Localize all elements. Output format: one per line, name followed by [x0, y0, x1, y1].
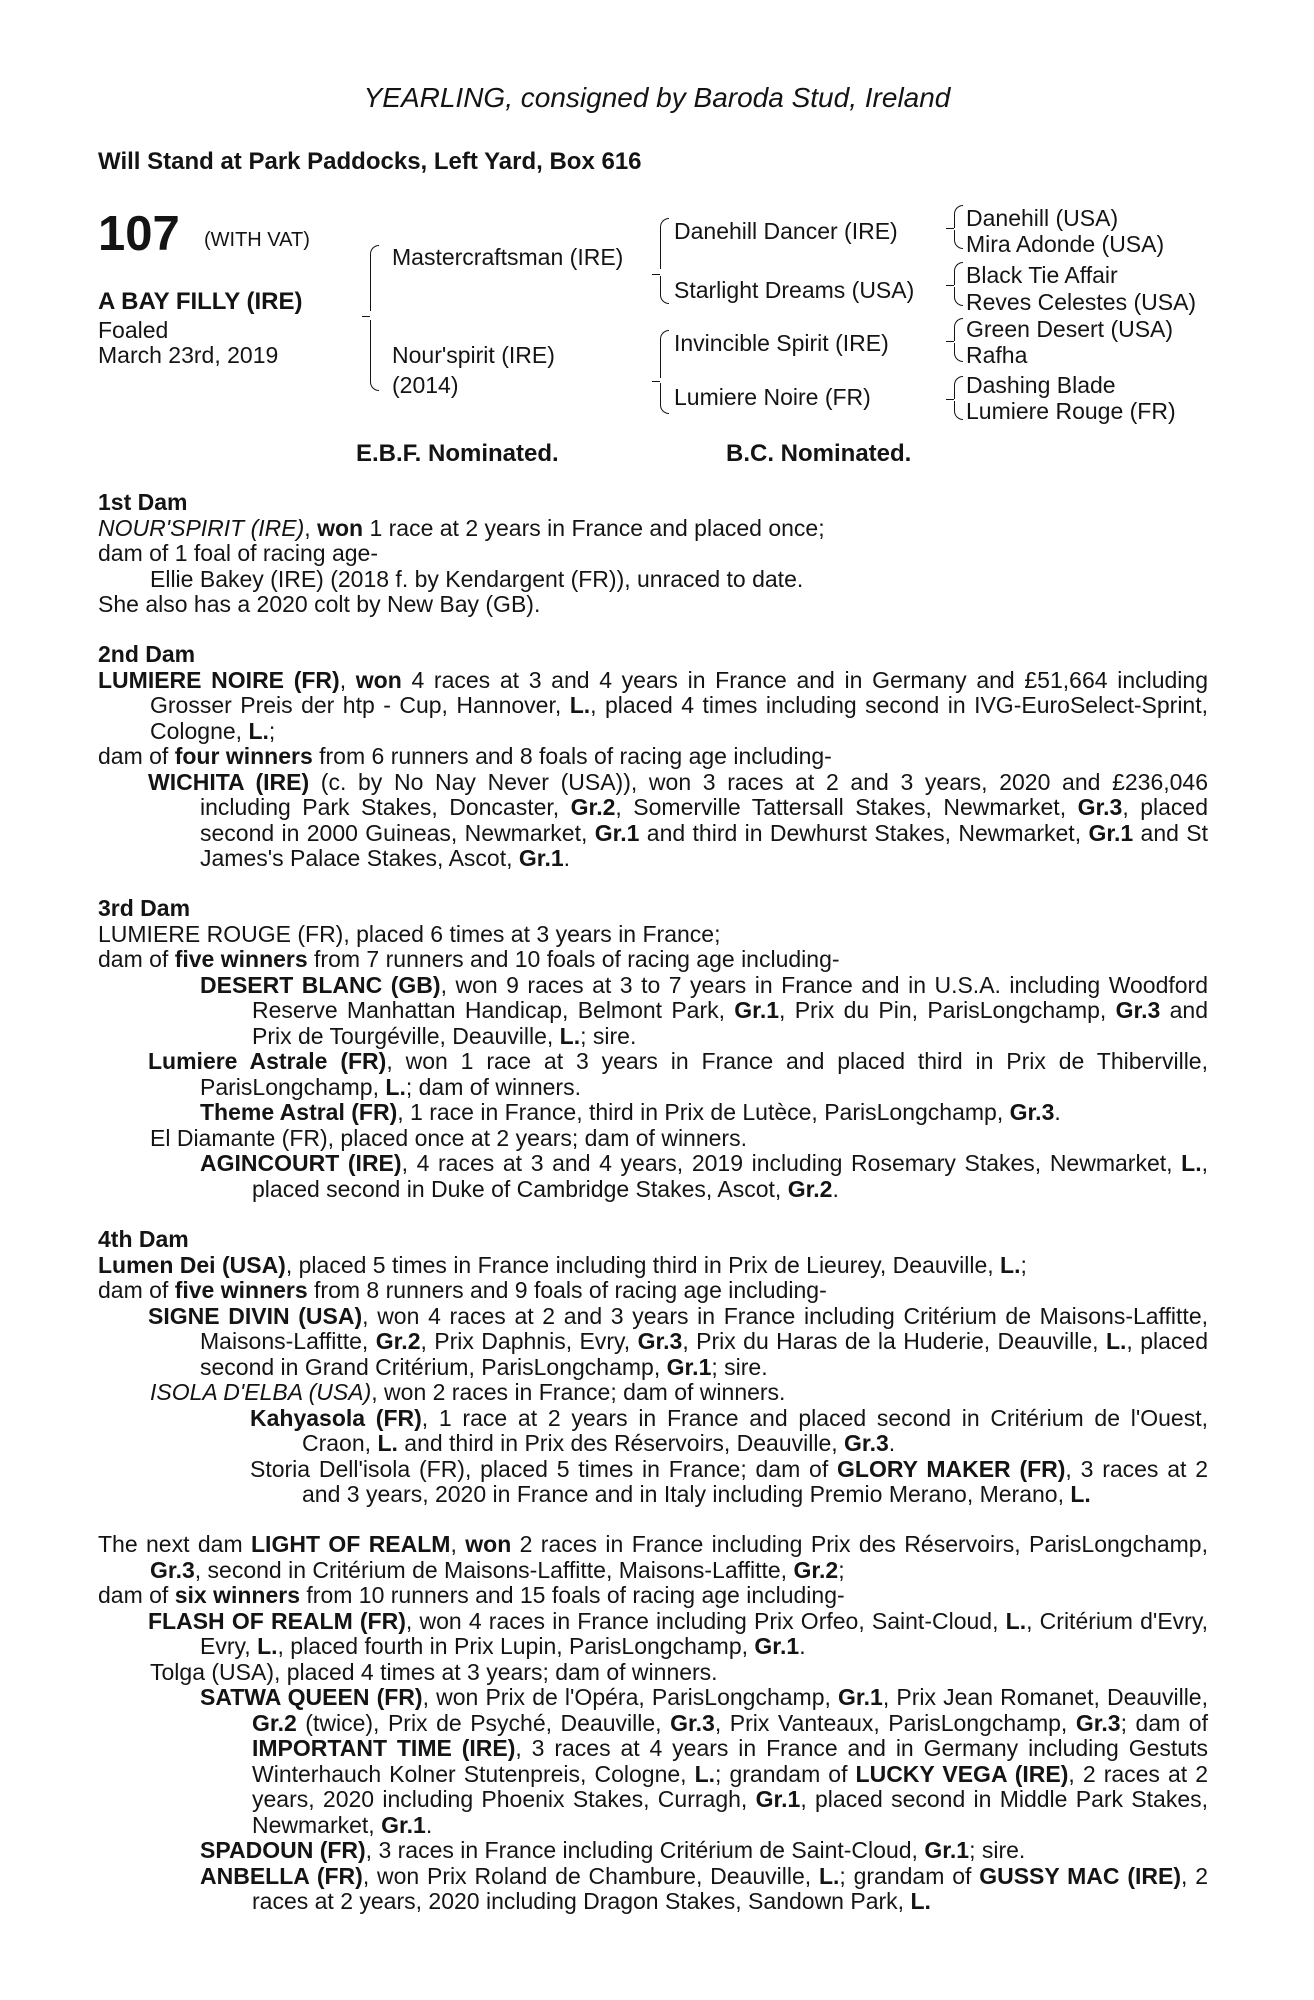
pedigree-sdd: Reves Celestes (USA) — [966, 289, 1197, 315]
third-dam-section — [98, 896, 1208, 1202]
next-dam-foal: Tolga (USA), placed 4 times at 3 years; dam of winners. — [150, 1658, 718, 1685]
third-dam-foal: DESERT BLANC (GB), won 9 races at 3 to 7 years in France and in U.S.A. including Woodford Reserve Manhattan Handicap, Belmont Park, Gr.1, Prix du Pin, ParisLongchamp, Gr.3 and Prix de Tourgéville, Deauville, L.; sire. — [200, 971, 1208, 1049]
fourth-dam-grandfoal: Storia Dell'isola (FR), placed 5 times in France; dam of GLORY MAKER (FR), 3 races at 2 and 3 years, 2020 in France and in Italy including Premio Merano, Merano, L. — [250, 1455, 1208, 1507]
foaled-label: Foaled — [98, 317, 169, 343]
fourth-dam-produce: dam of five winners from 8 runners and 9 foals of racing age including- — [98, 1277, 827, 1303]
first-dam-heading: 1st Dam — [98, 489, 188, 515]
pedigree-sss: Danehill (USA) — [966, 205, 1119, 231]
pedigree-dam-year: (2014) — [392, 372, 459, 398]
pedigree-sd: Starlight Dreams (USA) — [674, 277, 915, 303]
first-dam-line: dam of 1 foal of racing age- — [98, 540, 378, 566]
third-dam-grandfoal: AGINCOURT (IRE), 4 races at 3 and 4 years, 2019 including Rosemary Stakes, Newmarket, L., placed second in Duke of Cambridge Stakes, Ascot, Gr.2. — [200, 1150, 1208, 1202]
next-dam-foal: FLASH OF REALM (FR), won 4 races in France including Prix Orfeo, Saint-Cloud, L., Critérium d'Evry, Evry, L., placed fourth in Prix Lupin, ParisLongchamp, Gr.1. — [148, 1607, 1209, 1659]
fourth-dam-heading: 4th Dam — [98, 1226, 189, 1252]
pedigree-dss: Green Desert (USA) — [966, 316, 1174, 342]
pedigree-ddd: Lumiere Rouge (FR) — [966, 398, 1176, 424]
next-dam-text: The next dam LIGHT OF REALM, won 2 races in France including Prix des Réservoirs, ParisLongchamp, Gr.3, second in Critérium de Maisons-Laffitte, Maisons-Laffitte, Gr.2; — [98, 1531, 1208, 1583]
next-dam-grandfoal: ANBELLA (FR), won Prix Roland de Chambure, Deauville, L.; grandam of GUSSY MAC (IRE), 2 races at 2 years, 2020 including Dragon Stakes, Sandown Park, L. — [200, 1862, 1208, 1914]
fourth-dam-section — [98, 1227, 1208, 1508]
second-dam-foal: WICHITA (IRE) (c. by No Nay Never (USA)), won 3 races at 2 and 3 years, 2020 and £236,046 including Park Stakes, Doncaster, Gr.2, Somerville Tattersall Stakes, Newmarket, Gr.3, placed second in 2000 Guineas, Newmarket, Gr.1 and third in Dewhurst Stakes, Newmarket, Gr.1 and St James's Palace Stakes, Ascot, Gr.1. — [148, 768, 1209, 871]
second-dam-heading: 2nd Dam — [98, 641, 196, 667]
vat-note: (WITH VAT) — [204, 229, 310, 251]
fourth-dam-foal: ISOLA D'ELBA (USA), won 2 races in France; dam of winners. — [150, 1379, 786, 1405]
pedigree-ss: Danehill Dancer (IRE) — [674, 218, 898, 244]
fourth-dam-foal: SIGNE DIVIN (USA), won 4 races at 2 and 3 years in France including Critérium de Maisons-Laffitte, Maisons-Laffitte, Gr.2, Prix Daphnis, Evry, Gr.3, Prix du Haras de la Huderie, Deauville, L., placed second in Grand Critérium, ParisLongchamp, Gr.1; sire. — [148, 1302, 1208, 1380]
pedigree-sire: Mastercraftsman (IRE) — [392, 244, 624, 270]
second-dam-produce: dam of four winners from 6 runners and 8 foals of racing age including- — [98, 743, 832, 769]
second-dam-section — [98, 642, 1208, 872]
pedigree-dds: Dashing Blade — [966, 372, 1116, 398]
next-dam-section — [98, 1532, 1208, 1915]
first-dam-section — [98, 490, 1208, 618]
third-dam-produce: dam of five winners from 7 runners and 10 foals of racing age including- — [98, 946, 840, 972]
page-header: YEARLING, consigned by Baroda Stud, Ireland — [363, 82, 951, 113]
lot-number: 107 — [98, 207, 180, 261]
lot-description: A BAY FILLY (IRE) — [98, 288, 303, 315]
second-dam-text: LUMIERE NOIRE (FR), won 4 races at 3 and 4 years in France and in Germany and £51,664 including Grosser Preis der htp - Cup, Hannover, L., placed 4 times including second in IVG-EuroSelect-Sprint, Cologne, L.; — [98, 666, 1208, 744]
pedigree-dd: Lumiere Noire (FR) — [674, 384, 871, 410]
next-dam-grandfoal: SATWA QUEEN (FR), won Prix de l'Opéra, ParisLongchamp, Gr.1, Prix Jean Romanet, Deauville, Gr.2 (twice), Prix de Psyché, Deauville, Gr.3, Prix Vanteaux, ParisLongchamp, Gr.3; dam of IMPORTANT TIME (IRE), 3 races at 4 years in France and in Germany including Gestuts Winterhauch Kolner Stutenpreis, Cologne, L.; grandam of LUCKY VEGA (IRE), 2 races at 2 years, 2020 including Phoenix Stakes, Curragh, Gr.1, placed second in Middle Park Stakes, Newmarket, Gr.1. — [200, 1684, 1209, 1838]
ebf-nomination: E.B.F. Nominated. — [356, 440, 559, 467]
fourth-dam-text: Lumen Dei (USA), placed 5 times in France including third in Prix de Lieurey, Deauville, L.; — [98, 1251, 1027, 1278]
first-dam-line: She also has a 2020 colt by New Bay (GB). — [98, 591, 541, 617]
pedigree-dam: Nour'spirit (IRE) — [392, 342, 555, 368]
location-line: Will Stand at Park Paddocks, Left Yard, Box 616 — [98, 148, 642, 175]
third-dam-foal: Lumiere Astrale (FR), won 1 race at 3 years in France and placed third in Prix de Thiberville, ParisLongchamp, L.; dam of winners. — [148, 1048, 1208, 1100]
next-dam-grandfoal: SPADOUN (FR), 3 races in France including Critérium de Saint-Cloud, Gr.1; sire. — [200, 1837, 1026, 1863]
first-dam-line: NOUR'SPIRIT (IRE), won 1 race at 2 years in France and placed once; — [98, 514, 825, 541]
bc-nomination: B.C. Nominated. — [726, 440, 912, 467]
pedigree-dsd: Rafha — [966, 342, 1028, 368]
third-dam-text: LUMIERE ROUGE (FR), placed 6 times at 3 years in France; — [98, 920, 721, 947]
pedigree-ssd: Mira Adonde (USA) — [966, 231, 1165, 257]
pedigree-sds: Black Tie Affair — [966, 262, 1118, 288]
first-dam-foal: Ellie Bakey (IRE) (2018 f. by Kendargent (FR)), unraced to date. — [150, 565, 804, 592]
third-dam-foal: El Diamante (FR), placed once at 2 years; dam of winners. — [150, 1124, 747, 1151]
pedigree-ds: Invincible Spirit (IRE) — [674, 330, 889, 356]
third-dam-heading: 3rd Dam — [98, 895, 191, 921]
next-dam-produce: dam of six winners from 10 runners and 15 foals of racing age including- — [98, 1582, 845, 1608]
fourth-dam-grandfoal: Kahyasola (FR), 1 race at 2 years in France and placed second in Critérium de l'Ouest, Craon, L. and third in Prix des Réservoirs, Deauville, Gr.3. — [250, 1404, 1209, 1456]
foaled-date: March 23rd, 2019 — [98, 342, 279, 368]
third-dam-grandfoal: Theme Astral (FR), 1 race in France, third in Prix de Lutèce, ParisLongchamp, Gr.3. — [200, 1099, 1061, 1125]
